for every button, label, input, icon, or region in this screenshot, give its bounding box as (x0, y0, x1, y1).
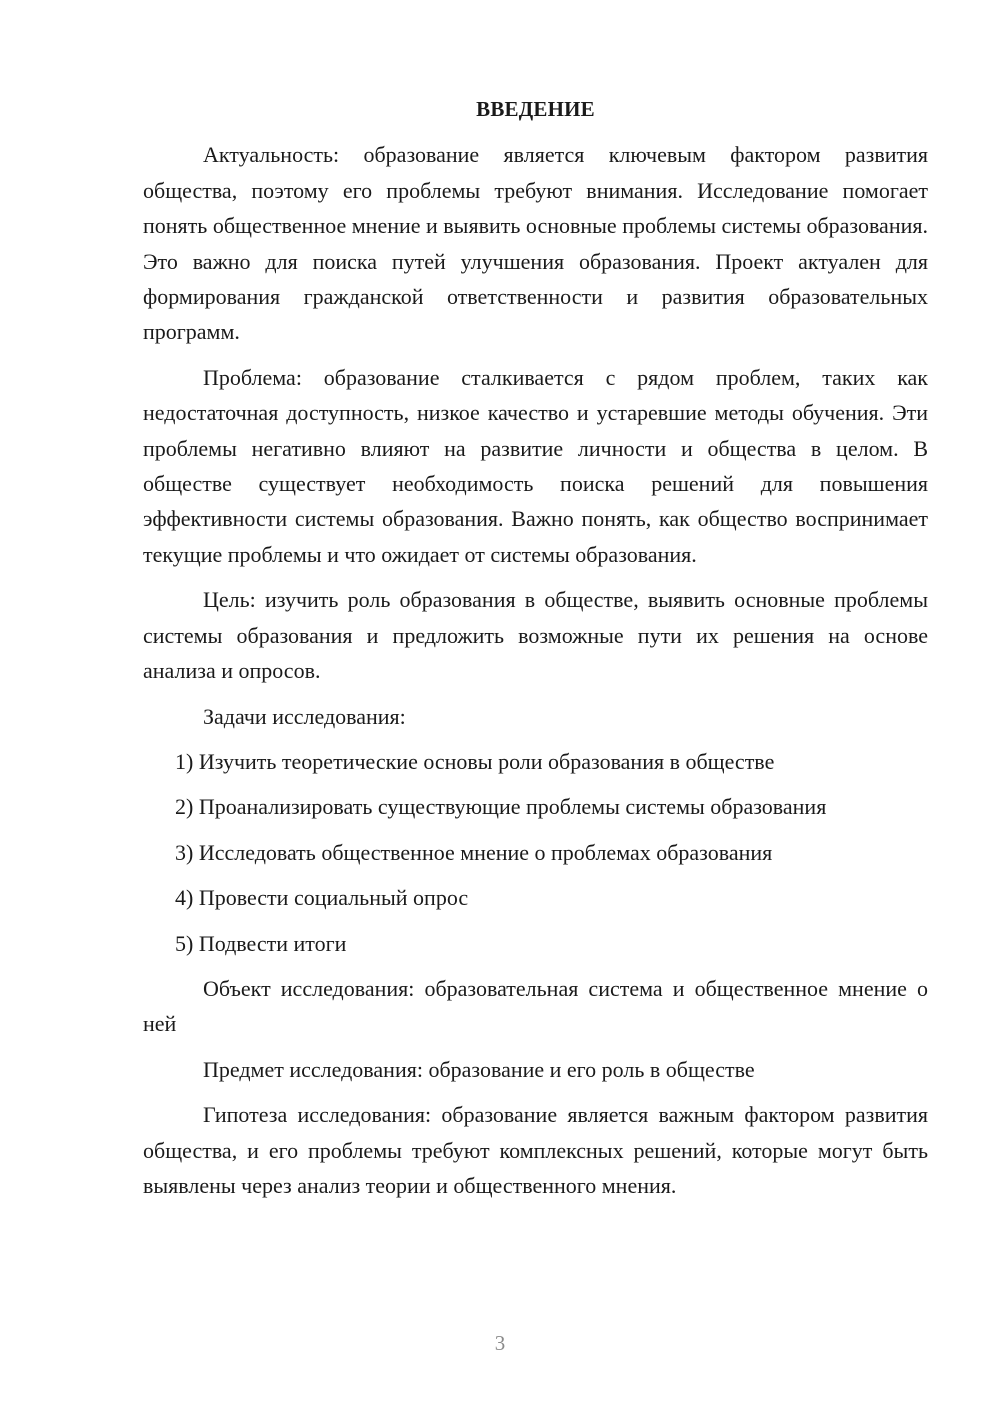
task-item: 1) Изучить теоретические основы роли образования в обществе (175, 748, 775, 774)
subject-paragraph: Предмет исследования: образование и его роль в обществе (203, 1056, 755, 1082)
hypothesis-paragraph: Гипотеза исследования: образование является важным фактором развития общества, и его проблемы требуют комплексных решений, которые могут быть выявлены через анализ теории и общественного мнения. (143, 1102, 928, 1198)
page-title: ВВЕДЕНИЕ (476, 97, 595, 121)
problem-paragraph: Проблема: образование сталкивается с рядом проблем, таких как недостаточная доступность, низкое качество и устаревшие методы обучения. Эти проблемы негативно влияют на развитие личности и общества в целом. В обществе существует необходимость поиска решений для повышения эффективности системы образования. Важно понять, как общество воспринимает текущие проблемы и что ожидает от системы образования. (143, 364, 928, 567)
task-item: 3) Исследовать общественное мнение о проблемах образования (175, 839, 773, 865)
task-item: 2) Проанализировать существующие проблемы системы образования (175, 794, 827, 820)
relevance-paragraph: Актуальность: образование является ключевым фактором развития общества, поэтому его проблемы требуют внимания. Исследование помогает понять общественное мнение и выявить основные проблемы системы образования. Это важно для поиска путей улучшения образования. Проект актуален для формирования гражданской ответственности и развития образовательных программ. (143, 142, 928, 345)
document-page (143, 92, 928, 1213)
tasks-heading: Задачи исследования: (203, 703, 406, 729)
goal-paragraph: Цель: изучить роль образования в обществе, выявить основные проблемы системы образования и предложить возможные пути их решения на основе анализа и опросов. (143, 587, 928, 684)
object-paragraph: Объект исследования: образовательная система и общественное мнение о ней (143, 975, 928, 1037)
page-number: 3 (494, 1331, 506, 1355)
task-item: 4) Провести социальный опрос (175, 885, 469, 911)
task-item: 5) Подвести итоги (175, 930, 347, 956)
tasks-list (143, 744, 928, 961)
